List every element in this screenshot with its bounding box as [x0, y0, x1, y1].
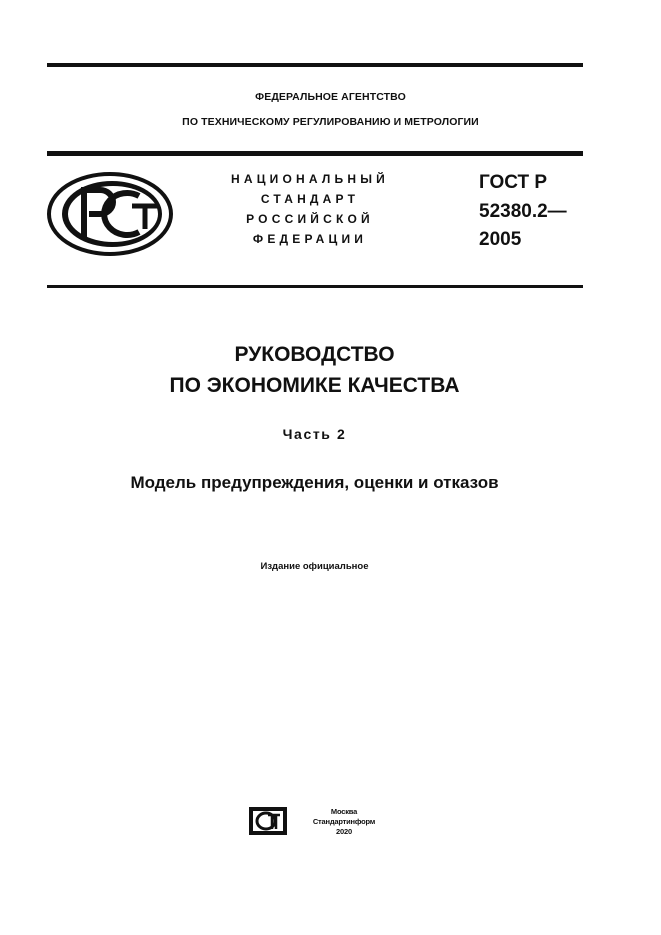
edition-note: Издание официальное: [260, 561, 369, 572]
agency-name-line-2: ПО ТЕХНИЧЕСКОМУ РЕГУЛИРОВАНИЮ И МЕТРОЛОГИИ: [182, 116, 479, 128]
header-divider-rule: [47, 151, 583, 156]
publisher-city: Москва: [330, 807, 358, 816]
publication-year: 2020: [336, 827, 352, 836]
document-subtitle: Модель предупреждения, оценки и отказов: [130, 473, 499, 492]
block-divider-rule: [47, 285, 583, 288]
standard-kind-line-2: СТАНДАРТ: [260, 192, 360, 206]
rst-certification-mark-icon: [46, 171, 174, 257]
standard-designation-line-2: 52380.2—: [479, 201, 567, 222]
standard-kind-line-1: НАЦИОНАЛЬНЫЙ: [230, 172, 390, 186]
agency-name-line-1: ФЕДЕРАЛЬНОЕ АГЕНТСТВО: [255, 91, 406, 103]
standard-kind-line-4: ФЕДЕРАЦИИ: [252, 232, 368, 246]
publisher-name: Стандартинформ: [312, 817, 376, 826]
standartinform-logo-icon: [249, 807, 287, 835]
document-title-line-2: ПО ЭКОНОМИКЕ КАЧЕСТВА: [169, 374, 460, 397]
document-title-line-1: РУКОВОДСТВО: [234, 343, 395, 366]
standard-designation-line-1: ГОСТ Р: [479, 172, 548, 193]
standard-kind-line-3: РОССИЙСКОЙ: [246, 212, 374, 226]
top-rule: [47, 63, 583, 67]
part-number: Часть 2: [282, 426, 347, 442]
standard-designation-line-3: 2005: [479, 229, 522, 250]
